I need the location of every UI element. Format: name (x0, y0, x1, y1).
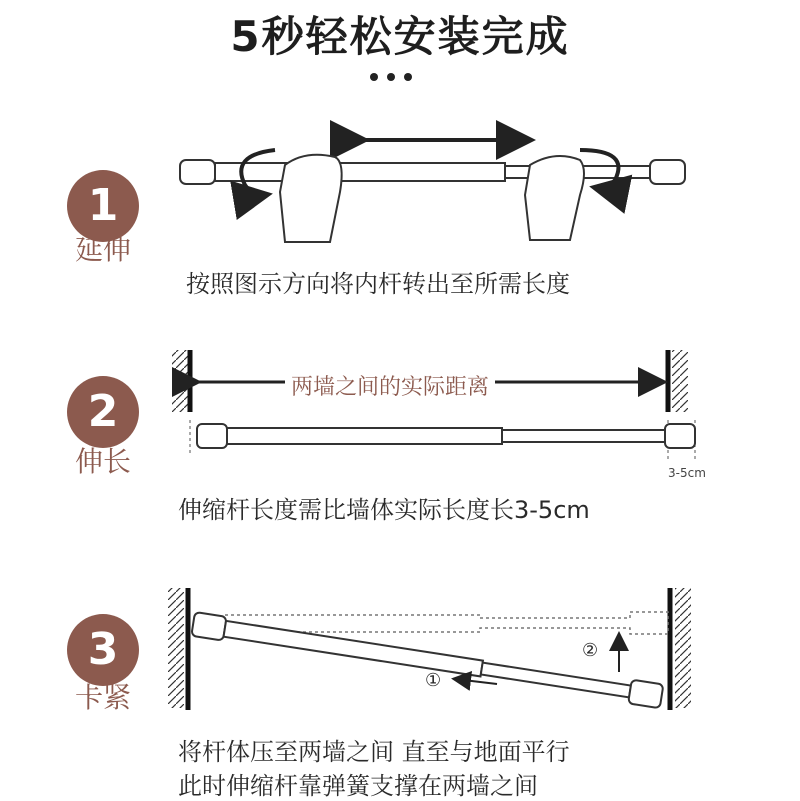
step1-illustration (180, 140, 685, 242)
right-hand (525, 156, 584, 240)
marker-2: ② (582, 640, 599, 661)
step3-illustration (168, 588, 691, 710)
step1-description: 按照图示方向将内杆转出至所需长度 (186, 270, 570, 298)
left-hand (280, 155, 342, 242)
step3-label: 卡紧 (74, 681, 131, 714)
step1-label: 延伸 (74, 233, 131, 266)
step2-badge: 2 (67, 376, 139, 448)
page-title: 5秒轻松安装完成 (230, 12, 570, 61)
step2-description: 伸缩杆长度需比墙体实际长度长3-5cm (178, 496, 590, 524)
gap-label: 3-5cm (668, 466, 706, 480)
step1-badge: 1 (67, 170, 139, 242)
step3-description-line1: 将杆体压至两墙之间 直至与地面平行 (178, 738, 570, 766)
step2-label: 伸长 (74, 445, 131, 478)
step3-description-line2: 此时伸缩杆靠弹簧支撑在两墙之间 (178, 772, 538, 800)
wall-distance-label: 两墙之间的实际距离 (285, 370, 495, 401)
step2-illustration (172, 350, 695, 460)
marker-1: ① (425, 670, 442, 691)
step3-badge: 3 (67, 614, 139, 686)
